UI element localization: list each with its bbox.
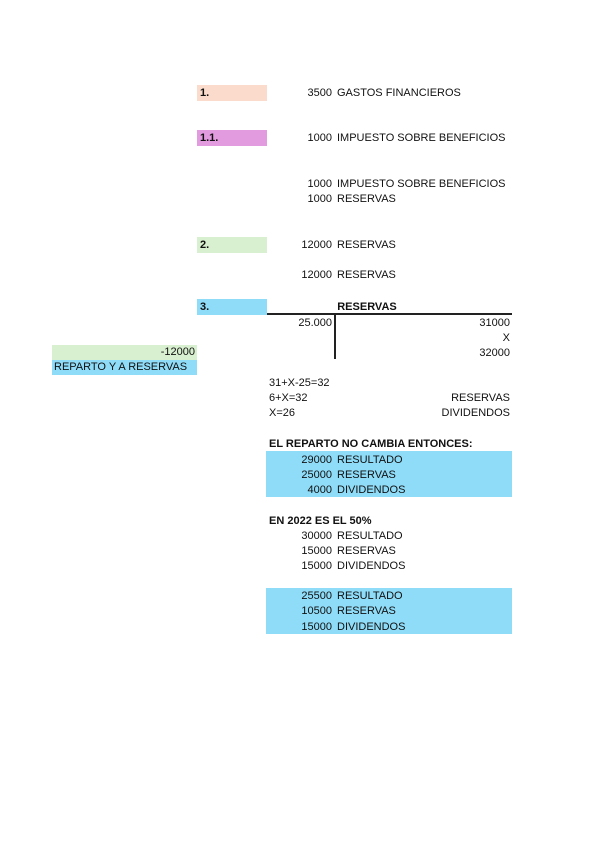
equation-2: X=26 <box>269 407 295 419</box>
y2022-amount-1: 15000 <box>301 545 332 557</box>
concept-reservas-2: RESERVAS <box>337 239 396 251</box>
reparto-amount-1: 25000 <box>301 469 332 481</box>
section-label-1-1: 1.1. <box>197 130 267 146</box>
final-amount-1: 10500 <box>301 605 332 617</box>
section-label-3: 3. <box>197 299 267 315</box>
amount-impuesto: 1000 <box>307 132 332 144</box>
amount-reservas-1: 1000 <box>307 193 332 205</box>
t-account-title: RESERVAS <box>337 301 397 313</box>
t-account-top-line <box>267 313 512 315</box>
left-box-label: REPARTO Y A RESERVAS <box>52 360 197 375</box>
final-text-1: RESERVAS <box>337 605 396 617</box>
equation-right-1: DIVIDENDOS <box>441 407 510 419</box>
reparto-amount-2: 4000 <box>307 484 332 496</box>
section-label-2: 2. <box>197 237 267 253</box>
reparto-text-2: DIVIDENDOS <box>337 484 406 496</box>
section-label-1: 1. <box>197 85 267 101</box>
t-account-debit-0: 25.000 <box>298 317 332 329</box>
final-text-0: RESULTADO <box>337 590 403 602</box>
reparto-text-0: RESULTADO <box>337 454 403 466</box>
equation-right-0: RESERVAS <box>451 392 510 404</box>
y2022-text-1: RESERVAS <box>337 545 396 557</box>
y2022-text-2: DIVIDENDOS <box>337 560 406 572</box>
concept-impuesto: IMPUESTO SOBRE BENEFICIOS <box>337 132 506 144</box>
y2022-amount-2: 15000 <box>301 560 332 572</box>
concept-reservas-1: RESERVAS <box>337 193 396 205</box>
amount-reservas-3: 12000 <box>301 269 332 281</box>
left-box-value: -12000 <box>52 345 197 360</box>
concept-impuesto-2: IMPUESTO SOBRE BENEFICIOS <box>337 178 506 190</box>
concept-gastos-financieros: GASTOS FINANCIEROS <box>337 87 461 99</box>
reparto-text-1: RESERVAS <box>337 469 396 481</box>
t-account-vertical-line <box>334 314 336 359</box>
t-account-credit-2: 32000 <box>479 347 510 359</box>
equation-1: 6+X=32 <box>269 392 308 404</box>
equation-0: 31+X-25=32 <box>269 377 330 389</box>
reparto-heading: EL REPARTO NO CAMBIA ENTONCES: <box>269 438 473 450</box>
t-account-credit-0: 31000 <box>479 317 510 329</box>
amount-gastos-financieros: 3500 <box>307 87 332 99</box>
reparto-amount-0: 29000 <box>301 454 332 466</box>
y2022-amount-0: 30000 <box>301 530 332 542</box>
t-account-credit-1: X <box>502 332 510 344</box>
y2022-text-0: RESULTADO <box>337 530 403 542</box>
amount-impuesto-2: 1000 <box>307 178 332 190</box>
concept-reservas-3: RESERVAS <box>337 269 396 281</box>
final-amount-2: 15000 <box>301 621 332 633</box>
final-text-2: DIVIDENDOS <box>337 621 406 633</box>
amount-reservas-2: 12000 <box>301 239 332 251</box>
final-amount-0: 25500 <box>301 590 332 602</box>
y2022-heading: EN 2022 ES EL 50% <box>269 515 372 527</box>
